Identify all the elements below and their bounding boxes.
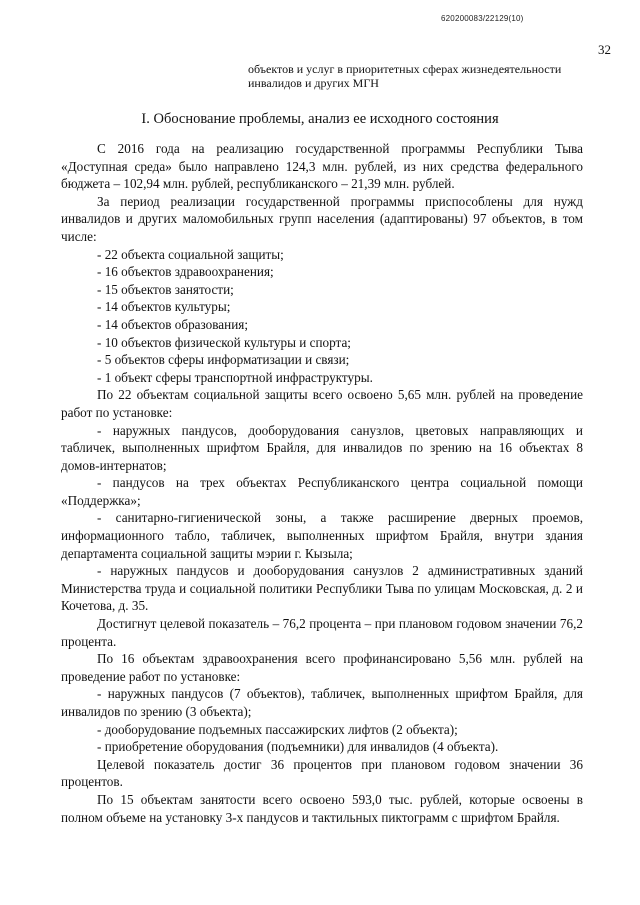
paragraph: - наружных пандусов и дооборудования санузлов 2 административных зданий Министерства труда и социальной политики Республики Тыва по улицам Московская, д. 2 и Кочетова, д. 35. <box>61 563 583 614</box>
list-item: - 15 объектов занятости; <box>97 281 234 297</box>
paragraph: По 22 объектам социальной защиты всего освоено 5,65 млн. рублей на проведение работ по установке: <box>61 387 583 420</box>
paragraph: - пандусов на трех объектах Республиканского центра социальной помощи «Поддержка»; <box>61 475 583 508</box>
section-title: I. Обоснование проблемы, анализ ее исходного состояния <box>141 111 499 127</box>
paragraph: - дооборудование подъемных пассажирских лифтов (2 объекта); <box>97 721 458 737</box>
paragraph: По 16 объектам здравоохранения всего профинансировано 5,56 млн. рублей на проведение работ по установке: <box>61 651 583 684</box>
paragraph: - наружных пандусов, дооборудования санузлов, цветовых направляющих и табличек, выполненных шрифтом Брайля, для инвалидов по зрению на 16 объектах 8 домов-интернатов; <box>61 422 583 473</box>
header-line: инвалидов и других МГН <box>248 76 379 90</box>
running-header <box>248 62 588 90</box>
list-item: - 1 объект сферы транспортной инфраструктуры. <box>97 369 373 385</box>
adapted-objects-list <box>61 246 583 387</box>
list-item: - 14 объектов образования; <box>97 316 248 332</box>
list-item: - 5 объектов сферы информатизации и связи; <box>97 352 350 368</box>
header-line: объектов и услуг в приоритетных сферах жизнедеятельности <box>248 62 562 76</box>
paragraph: - наружных пандусов (7 объектов), табличек, выполненных шрифтом Брайля, для инвалидов по зрению (3 объекта); <box>61 686 583 719</box>
document-registration-number: 620200083/22129(10) <box>441 14 524 23</box>
list-item: - 14 объектов культуры; <box>97 299 231 315</box>
list-item: - 16 объектов здравоохранения; <box>97 264 274 280</box>
list-item: - 10 объектов физической культуры и спорта; <box>97 334 351 350</box>
paragraph: С 2016 года на реализацию государственной программы Республики Тыва «Доступная среда» было направлено 124,3 млн. рублей, из них средства федерального бюджета – 102,94 млн. рублей, республиканского – 21,39 млн. рублей. <box>61 141 583 192</box>
paragraph: По 15 объектам занятости всего освоено 593,0 тыс. рублей, которые освоены в полном объеме на установку 3-х пандусов и тактильных пиктограмм с шрифтом Брайля. <box>61 791 583 825</box>
paragraph: Целевой показатель достиг 36 процентов при плановом годовом значении 36 процентов. <box>61 756 583 790</box>
paragraph: За период реализации государственной программы приспособлены для нужд инвалидов и других маломобильных групп населения (адаптированы) 97 объектов, в том числе: <box>61 193 583 244</box>
paragraph: - приобретение оборудования (подъемники) для инвалидов (4 объекта). <box>97 739 499 755</box>
list-item: - 22 объекта социальной защиты; <box>97 246 284 262</box>
paragraph: Достигнут целевой показатель – 76,2 процента – при плановом годовом значении 76,2 процента. <box>61 616 583 649</box>
page-number: 32 <box>598 42 611 57</box>
document-body <box>61 140 583 826</box>
paragraph: - санитарно-гигиенической зоны, а также расширение дверных проемов, информационного табло, табличек, выполненных шрифтом Брайля, внутри здания департамента социальной защиты мэрии г. Кызыла; <box>61 510 583 561</box>
